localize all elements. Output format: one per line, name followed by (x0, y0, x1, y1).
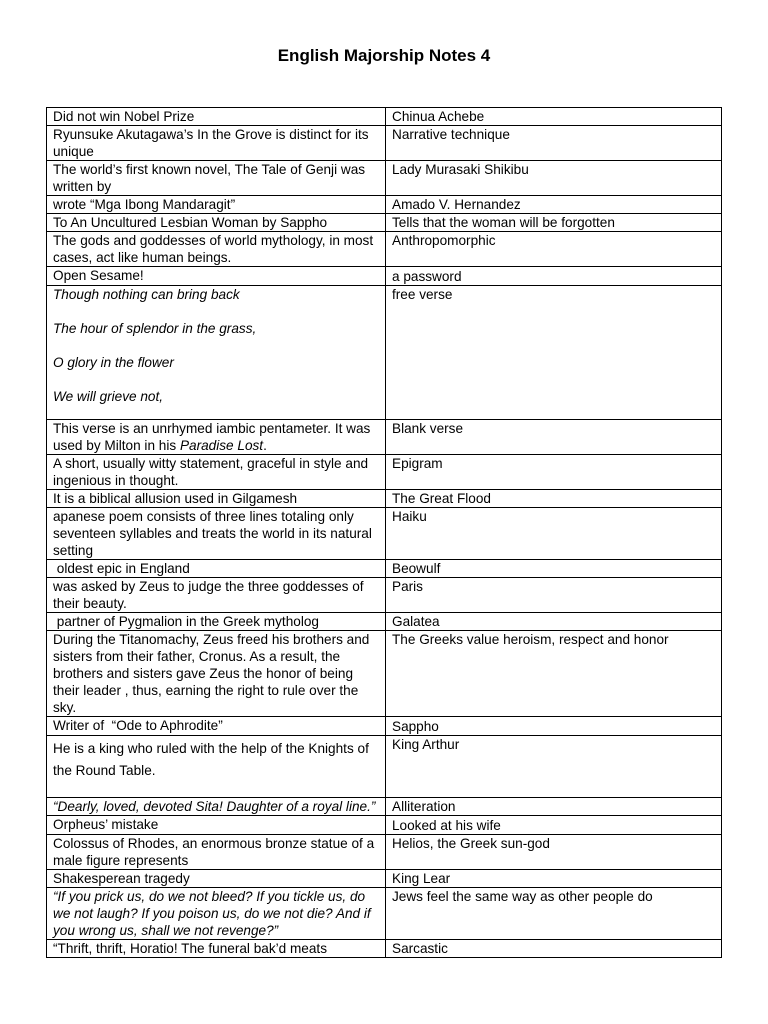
question-cell: During the Titanomachy, Zeus freed his brothers and sisters from their father, Cronus. As a result, the brothers and sisters gave Zeus the honor of being their leader , thus, earning the right to rule over the sky. (47, 631, 386, 717)
table-row (47, 940, 722, 958)
question-cell: was asked by Zeus to judge the three goddesses of their beauty. (47, 578, 386, 613)
table-row (47, 560, 722, 578)
question-cell: “Dearly, loved, devoted Sita! Daughter of a royal line.” (47, 798, 386, 816)
question-cell: It is a biblical allusion used in Gilgamesh (47, 490, 386, 508)
question-cell: oldest epic in England (47, 560, 386, 578)
table-row (47, 816, 722, 835)
table-row (47, 888, 722, 940)
answer-cell: Helios, the Greek sun-god (386, 835, 722, 870)
answer-cell: Anthropomorphic (386, 232, 722, 267)
answer-cell: The Greeks value heroism, respect and honor (386, 631, 722, 717)
answer-cell: The Great Flood (386, 490, 722, 508)
table-row (47, 267, 722, 286)
table-row (47, 798, 722, 816)
table-row (47, 835, 722, 870)
answer-cell: King Lear (386, 870, 722, 888)
question-cell: Did not win Nobel Prize (47, 108, 386, 126)
table-row (47, 286, 722, 420)
question-cell: partner of Pygmalion in the Greek mytholog (47, 613, 386, 631)
question-cell: Colossus of Rhodes, an enormous bronze statue of a male figure represents (47, 835, 386, 870)
answer-cell: Paris (386, 578, 722, 613)
table-row (47, 717, 722, 736)
answer-cell: free verse (386, 286, 722, 420)
poem-line: O glory in the flower (53, 355, 174, 370)
answer-cell: a password (386, 267, 722, 286)
answer-cell: Sappho (386, 717, 722, 736)
table-row (47, 613, 722, 631)
answer-cell: Chinua Achebe (386, 108, 722, 126)
table-row (47, 455, 722, 490)
poem-line: We will grieve not, (53, 389, 164, 404)
table-row (47, 232, 722, 267)
question-cell: Open Sesame! (47, 267, 386, 286)
question-cell: “If you prick us, do we not bleed? If you tickle us, do we not laugh? If you poison us, do we not die? And if you wrong us, shall we not revenge?” (47, 888, 386, 940)
answer-cell: Looked at his wife (386, 816, 722, 835)
question-cell: “Thrift, thrift, Horatio! The funeral bak’d meats (47, 940, 386, 958)
question-cell: The world’s first known novel, The Tale of Genji was written by (47, 161, 386, 196)
poem-line: Though nothing can bring back (53, 287, 240, 302)
poem-cell (47, 286, 386, 420)
question-text: This verse is an unrhymed iambic pentameter. It was used by Milton in his (53, 421, 371, 453)
question-cell: The gods and goddesses of world mythology, in most cases, act like human beings. (47, 232, 386, 267)
table-row (47, 420, 722, 455)
question-cell: apanese poem consists of three lines totaling only seventeen syllables and treats the world in its natural setting (47, 508, 386, 560)
answer-cell: Narrative technique (386, 126, 722, 161)
book-title: Paradise Lost (179, 438, 264, 453)
question-cell: wrote “Mga Ibong Mandaragit” (47, 196, 386, 214)
question-cell: To An Uncultured Lesbian Woman by Sappho (47, 214, 386, 232)
answer-cell: King Arthur (386, 736, 722, 798)
poem-line: The hour of splendor in the grass, (53, 321, 257, 336)
page-title: English Majorship Notes 4 (277, 46, 491, 65)
table-row (47, 508, 722, 560)
question-end: . (263, 438, 267, 453)
table-row (47, 126, 722, 161)
question-cell: Ryunsuke Akutagawa’s In the Grove is distinct for its unique (47, 126, 386, 161)
table-row (47, 736, 722, 798)
table-row (47, 214, 722, 232)
table-row (47, 870, 722, 888)
answer-cell: Tells that the woman will be forgotten (386, 214, 722, 232)
answer-cell: Epigram (386, 455, 722, 490)
table-row (47, 631, 722, 717)
table-row (47, 578, 722, 613)
answer-cell: Jews feel the same way as other people do (386, 888, 722, 940)
answer-cell: Lady Murasaki Shikibu (386, 161, 722, 196)
question-cell: He is a king who ruled with the help of the Knights of the Round Table. (47, 736, 386, 798)
question-cell: Orpheus’ mistake (47, 816, 386, 835)
answer-cell: Haiku (386, 508, 722, 560)
question-cell: A short, usually witty statement, graceful in style and ingenious in thought. (47, 455, 386, 490)
answer-cell: Alliteration (386, 798, 722, 816)
answer-cell: Blank verse (386, 420, 722, 455)
table-row (47, 490, 722, 508)
answer-cell: Amado V. Hernandez (386, 196, 722, 214)
question-cell: Writer of “Ode to Aphrodite” (47, 717, 386, 736)
notes-table (46, 107, 722, 958)
answer-cell: Beowulf (386, 560, 722, 578)
question-cell (47, 420, 386, 455)
question-cell: Shakesperean tragedy (47, 870, 386, 888)
answer-cell: Galatea (386, 613, 722, 631)
table-row (47, 161, 722, 196)
table-row (47, 196, 722, 214)
answer-cell: Sarcastic (386, 940, 722, 958)
table-row (47, 108, 722, 126)
